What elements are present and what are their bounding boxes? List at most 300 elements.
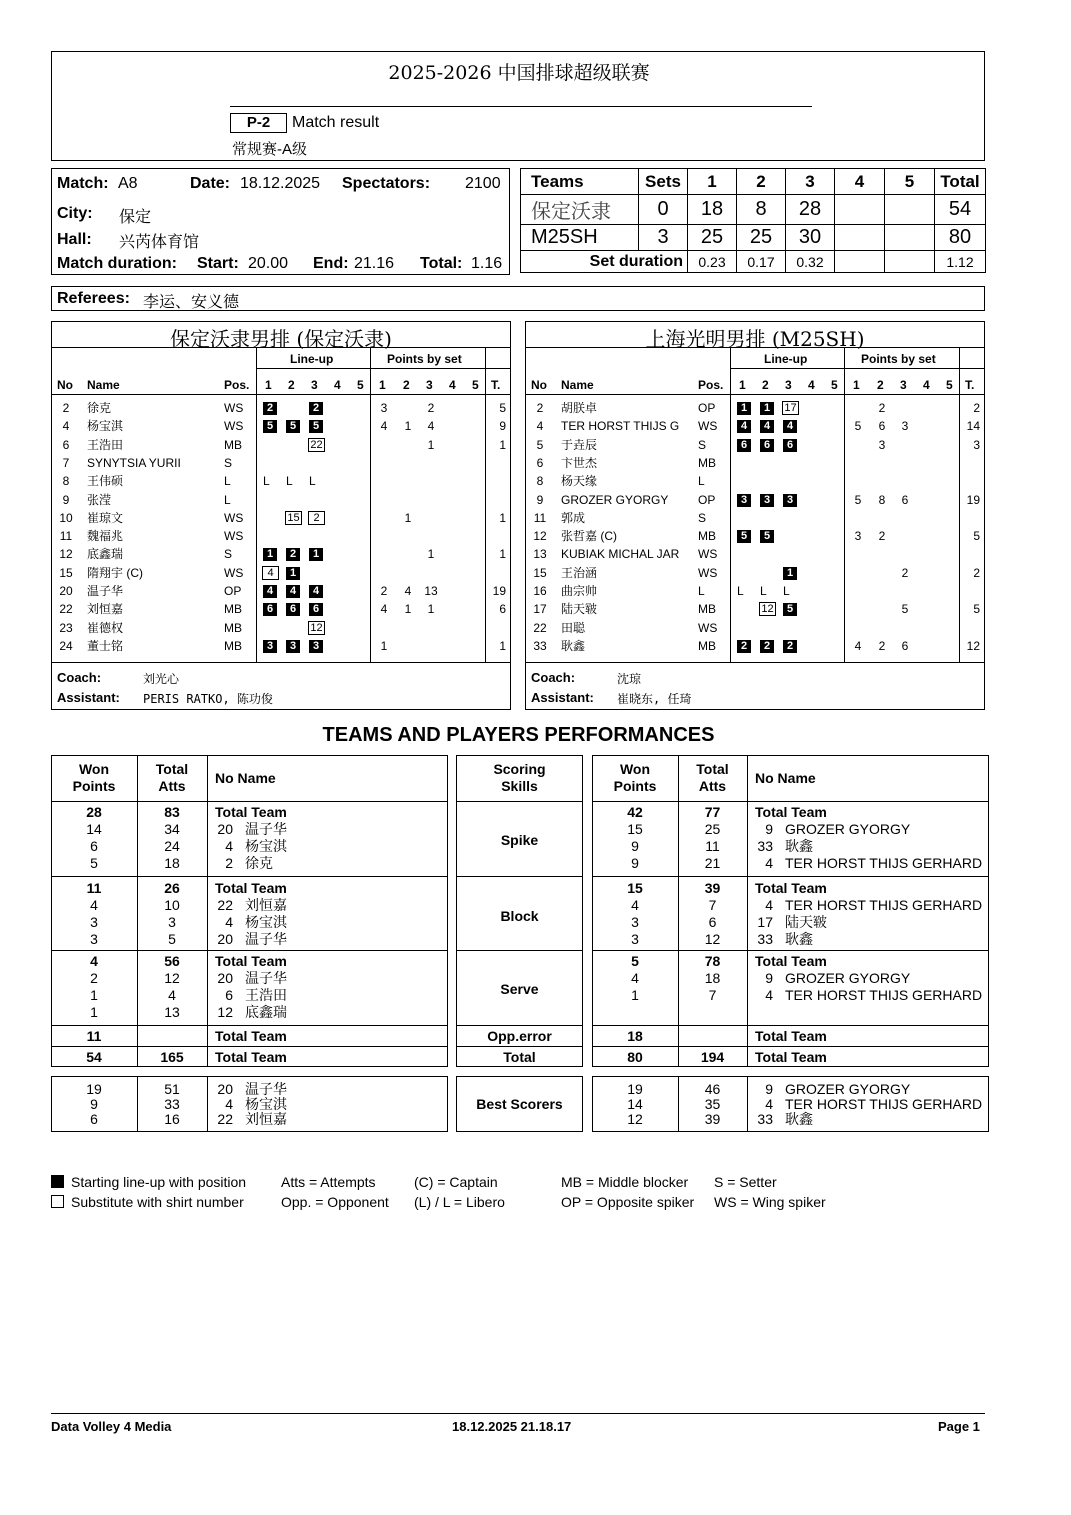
- city-label: City:: [57, 205, 93, 222]
- player-row: [52, 545, 510, 563]
- libero-marker: L: [286, 474, 293, 489]
- player-number: 22: [217, 897, 233, 913]
- starting-position: 3: [760, 494, 774, 507]
- coach-name: 沈琼: [617, 672, 642, 686]
- libero-marker: L: [737, 584, 744, 598]
- total-attempts: 10: [164, 897, 180, 913]
- player-number: 20: [217, 1081, 233, 1097]
- end-label: End:: [313, 255, 349, 272]
- roster-title-divider: [526, 347, 984, 348]
- player-name: TER HORST THIJS GERHARD: [785, 987, 983, 1003]
- player-row: [526, 472, 984, 490]
- total-atts-header: Total Atts: [696, 761, 729, 794]
- set-duration-1: 0.23: [688, 251, 737, 273]
- skill-best-scorers: Best Scorers: [476, 1096, 563, 1112]
- player-row: [526, 600, 984, 618]
- roster-head-divider: [52, 394, 510, 395]
- player-number: 20: [217, 931, 233, 947]
- player-number: 9: [765, 821, 773, 837]
- opp-error-team-label: Total Team: [215, 1028, 287, 1044]
- lineup-set-header: 4: [334, 378, 341, 392]
- duration-label: Match duration:: [57, 255, 177, 272]
- points-header: Points by set: [387, 352, 462, 366]
- player-number: 4: [225, 1096, 233, 1112]
- player-name: 徐克: [87, 401, 112, 415]
- end-value: 21.16: [354, 255, 395, 272]
- player-total: 9: [499, 419, 506, 434]
- player-number: 9: [765, 970, 773, 986]
- player-number: 13: [533, 547, 547, 562]
- total-attempts: 78: [704, 953, 721, 969]
- starting-position: 2: [737, 640, 751, 653]
- name-header: Name: [561, 378, 594, 392]
- starting-position: 4: [783, 420, 797, 433]
- player-row: [526, 527, 984, 545]
- player-name: 张哲嘉 (C): [561, 529, 617, 544]
- player-name: 温子华: [245, 931, 287, 947]
- stage-label: 常规赛-A级: [232, 141, 308, 158]
- coach-label: Coach:: [531, 670, 576, 685]
- total-attempts: 12: [164, 970, 180, 986]
- starting-position: 6: [309, 603, 323, 616]
- player-position: MB: [224, 602, 242, 617]
- points-set-header: 2: [403, 378, 410, 392]
- score-sets: 3: [639, 225, 688, 251]
- starting-position: 2: [263, 402, 277, 415]
- score-team-name: 保定沃隶: [521, 195, 639, 225]
- player-row: [52, 417, 510, 435]
- starting-position: 2: [286, 548, 300, 561]
- set-points: 1: [380, 638, 388, 653]
- roster-body-divider: [52, 662, 510, 663]
- player-number: 4: [765, 855, 773, 871]
- referees-value: 李运、安义德: [143, 294, 240, 311]
- set-points: 5: [901, 602, 909, 617]
- player-position: S: [224, 547, 233, 562]
- player-position: WS: [224, 565, 244, 580]
- header-box: [51, 51, 985, 161]
- player-name: 崔德权: [87, 620, 124, 635]
- total-attempts: 39: [704, 880, 721, 896]
- player-row: [526, 417, 984, 435]
- total-header: T.: [965, 378, 975, 392]
- points-set-header: 2: [877, 378, 884, 392]
- won-points: 1: [90, 987, 98, 1003]
- total-attempts: 56: [164, 953, 180, 969]
- legend-op: OP = Opposite spiker: [561, 1194, 695, 1210]
- starting-position: 1: [263, 548, 277, 561]
- starting-position: 3: [263, 640, 277, 653]
- player-position: WS: [224, 529, 244, 544]
- player-total: 3: [973, 437, 980, 452]
- player-position: MB: [224, 437, 242, 452]
- set-points: 4: [380, 602, 388, 617]
- total-attempts: 7: [708, 897, 717, 913]
- player-name: 刘恒嘉: [245, 897, 287, 913]
- substitute-number: 2: [308, 511, 325, 525]
- starting-position: 2: [309, 402, 323, 415]
- player-name: 于垚辰: [561, 437, 598, 452]
- legend-s: S = Setter: [714, 1174, 777, 1190]
- starting-position: 1: [760, 402, 774, 415]
- score-set5: [885, 195, 935, 225]
- score-set1: 25: [688, 225, 737, 251]
- player-position: OP: [698, 401, 716, 415]
- player-row: [52, 527, 510, 545]
- set-points: 2: [901, 565, 909, 580]
- lineup-set-header: 5: [831, 378, 838, 392]
- player-name: GROZER GYORGY: [785, 1081, 911, 1097]
- points-set-header: 4: [449, 378, 456, 392]
- player-number: 11: [59, 529, 73, 544]
- legend-ws: WS = Wing spiker: [714, 1194, 826, 1210]
- won-points: 14: [86, 821, 102, 837]
- player-name: 温子华: [245, 1081, 287, 1097]
- starting-position: 1: [783, 567, 797, 580]
- total-total-attempts: 165: [160, 1049, 184, 1065]
- set-duration-total: 1.12: [935, 251, 986, 273]
- starting-position: 3: [309, 640, 323, 653]
- legend-opp: Opp. = Opponent: [281, 1194, 389, 1210]
- set-points: 2: [878, 529, 886, 544]
- won-points: 9: [631, 838, 639, 854]
- player-row: [52, 564, 510, 582]
- starting-position: 4: [309, 585, 323, 598]
- player-row: [526, 582, 984, 600]
- starting-position: 5: [309, 420, 323, 433]
- player-total: 6: [499, 602, 506, 617]
- starting-position: 6: [263, 603, 277, 616]
- player-number: 7: [62, 455, 70, 470]
- set-duration-5: [885, 251, 935, 273]
- player-name: 刘恒嘉: [87, 602, 124, 617]
- substitute-square-icon: [51, 1195, 64, 1208]
- set-points: 3: [854, 529, 862, 544]
- starting-position: 6: [737, 439, 751, 452]
- assistant-names: PERIS RATKO, 陈功俊: [143, 692, 273, 706]
- player-name: GROZER GYORGY: [561, 492, 669, 507]
- set-points: 2: [878, 638, 886, 653]
- legend-captain: (C) = Captain: [414, 1174, 498, 1190]
- won-points: 9: [631, 855, 639, 871]
- player-number: 4: [536, 419, 544, 434]
- player-number: 2: [62, 401, 70, 415]
- roster-subhead-divider: [256, 368, 510, 369]
- roster-head-divider: [526, 394, 984, 395]
- set-points: 5: [854, 419, 862, 434]
- player-name: TER HORST THIJS GERHARD: [785, 1096, 983, 1112]
- player-row: [52, 582, 510, 600]
- referees-box: [51, 286, 985, 311]
- player-name: TER HORST THIJS GERHARD: [785, 855, 983, 871]
- total-attempts: 6: [708, 914, 717, 930]
- total-label: Total:: [420, 255, 463, 272]
- score-header-teams: Teams: [521, 169, 639, 195]
- player-total: 5: [973, 602, 980, 617]
- set-points: 4: [427, 419, 435, 434]
- score-header-sets: Sets: [639, 169, 688, 195]
- assistant-label: Assistant:: [531, 690, 594, 705]
- points-set-header: 5: [472, 378, 479, 392]
- substitute-number: 12: [759, 602, 776, 616]
- player-number: 9: [765, 1081, 773, 1097]
- libero-marker: L: [783, 584, 790, 598]
- hall-label: Hall:: [57, 231, 92, 248]
- points-header: Points by set: [861, 352, 936, 366]
- footer-timestamp: 18.12.2025 21.18.17: [452, 1419, 572, 1434]
- libero-marker: L: [263, 474, 270, 489]
- score-header-set4: 4: [835, 169, 885, 195]
- player-name: 温子华: [87, 584, 124, 598]
- player-position: WS: [698, 565, 718, 580]
- set-points: 2: [427, 401, 435, 415]
- legend-starting: Starting line-up with position: [71, 1174, 247, 1190]
- player-number: 20: [217, 821, 233, 837]
- roster-title-divider: [52, 347, 510, 348]
- total-team-label: Total Team: [755, 880, 827, 896]
- opp-error-won-points: 18: [627, 1028, 643, 1044]
- score-sets: 0: [639, 195, 688, 225]
- player-total: 5: [973, 529, 980, 544]
- won-points: 4: [631, 970, 639, 986]
- lineup-set-header: 4: [808, 378, 815, 392]
- score-table: [520, 168, 986, 273]
- player-position: S: [224, 455, 233, 470]
- points-set-header: 4: [923, 378, 930, 392]
- total-attempts: 18: [164, 855, 180, 871]
- player-name: 耿鑫: [561, 638, 586, 653]
- player-number: 20: [59, 584, 73, 598]
- total-attempts: 3: [168, 914, 176, 930]
- row-divider: [51, 1046, 448, 1047]
- no-name-header: No Name: [215, 770, 276, 786]
- player-total: 14: [966, 419, 980, 434]
- player-number: 6: [62, 437, 70, 452]
- player-name: 隋翔宇 (C): [87, 565, 143, 580]
- total-attempts: 5: [168, 931, 176, 947]
- assistant-label: Assistant:: [57, 690, 120, 705]
- player-name: 杨宝淇: [245, 1096, 287, 1112]
- total-team-label: Total Team: [215, 953, 287, 969]
- won-points: 3: [90, 931, 98, 947]
- lineup-set-header: 2: [288, 378, 295, 392]
- points-set-header: 3: [426, 378, 433, 392]
- player-name: 杨天缘: [561, 474, 598, 489]
- name-header: Name: [87, 378, 120, 392]
- score-header-set3: 3: [786, 169, 835, 195]
- total-attempts: 77: [704, 804, 721, 820]
- row-divider: [456, 950, 583, 951]
- lineup-set-header: 2: [762, 378, 769, 392]
- starting-position: 5: [263, 420, 277, 433]
- row-divider: [51, 950, 448, 951]
- player-number: 33: [757, 931, 773, 947]
- row-divider: [456, 876, 583, 877]
- player-total: 19: [966, 492, 980, 507]
- total-attempts: 24: [164, 838, 180, 854]
- player-number: 6: [536, 455, 544, 470]
- set-points: 3: [901, 419, 909, 434]
- player-row: [52, 491, 510, 509]
- starting-position: 4: [760, 420, 774, 433]
- player-name: 胡朕卓: [561, 401, 598, 415]
- score-total: 54: [935, 195, 986, 225]
- starting-position: 6: [286, 603, 300, 616]
- opp-error-team-label: Total Team: [755, 1028, 827, 1044]
- player-name: 田聪: [561, 620, 586, 635]
- lineup-set-header: 3: [785, 378, 792, 392]
- substitute-number: 22: [308, 438, 325, 452]
- no-header: No: [531, 378, 547, 392]
- score-total: 80: [935, 225, 986, 251]
- won-points-header: Won Points: [613, 761, 657, 794]
- player-name: 陆天皲: [561, 602, 598, 617]
- total-attempts: 13: [164, 1004, 180, 1020]
- total-attempts: 35: [704, 1096, 721, 1112]
- player-number: 23: [59, 620, 73, 635]
- player-total: 19: [492, 584, 506, 598]
- set-points: 13: [424, 584, 438, 598]
- total-attempts: 12: [704, 931, 721, 947]
- set-points: 1: [427, 437, 435, 452]
- player-number: 16: [533, 584, 547, 598]
- away-roster: [525, 321, 985, 710]
- libero-marker: L: [760, 584, 767, 598]
- pos-header: Pos.: [698, 378, 724, 392]
- player-number: 10: [59, 510, 73, 525]
- score-row-home: [521, 195, 986, 225]
- won-points: 3: [631, 914, 639, 930]
- city-value: 保定: [119, 209, 152, 226]
- total-attempts: 51: [164, 1081, 180, 1097]
- set-points: 5: [854, 492, 862, 507]
- score-team-name: M25SH: [521, 225, 639, 251]
- player-position: WS: [698, 547, 718, 562]
- lineup-set-header: 3: [311, 378, 318, 392]
- row-divider: [592, 1046, 989, 1047]
- start-label: Start:: [197, 255, 239, 272]
- report-subtitle: Match result: [292, 114, 380, 131]
- start-value: 20.00: [248, 255, 289, 272]
- legend-substitute: Substitute with shirt number: [71, 1194, 244, 1210]
- player-number: 33: [757, 838, 773, 854]
- skill-spike: Spike: [500, 832, 539, 848]
- player-name: 刘恒嘉: [245, 1111, 287, 1127]
- set-duration-row: [521, 251, 986, 273]
- starting-position: 5: [760, 530, 774, 543]
- match-info-box: [51, 168, 510, 275]
- player-number: 4: [225, 838, 233, 854]
- match-label: Match:: [57, 175, 109, 192]
- player-name: 杨宝淇: [245, 914, 287, 930]
- row-divider: [592, 950, 989, 951]
- won-points: 5: [631, 953, 639, 969]
- spectators-value: 2100: [465, 175, 501, 192]
- player-name: 魏福兆: [87, 529, 124, 544]
- points-set-header: 1: [853, 378, 860, 392]
- player-row: [526, 619, 984, 637]
- player-number: 12: [217, 1004, 233, 1020]
- player-position: OP: [698, 492, 716, 507]
- lineup-header: Line-up: [764, 352, 808, 366]
- player-total: 12: [966, 638, 980, 653]
- total-team-label: Total Team: [215, 880, 287, 896]
- total-team-label: Total Team: [755, 953, 827, 969]
- player-number: 22: [59, 602, 73, 617]
- player-name: 耿鑫: [785, 838, 813, 854]
- player-row: [52, 454, 510, 472]
- total-attempts: 11: [705, 838, 720, 854]
- player-number: 12: [533, 529, 547, 544]
- lineup-set-header: 1: [265, 378, 272, 392]
- player-position: MB: [224, 620, 242, 635]
- player-number: 17: [533, 602, 547, 617]
- player-name: 王治涵: [561, 565, 598, 580]
- player-position: S: [698, 437, 707, 452]
- player-name: 郭成: [561, 510, 586, 525]
- player-number: 9: [536, 492, 544, 507]
- set-duration-label: Set duration: [521, 251, 688, 273]
- score-set2: 8: [737, 195, 786, 225]
- player-number: 8: [536, 474, 544, 489]
- substitute-number: 12: [308, 621, 325, 635]
- skill-opp-error: Opp.error: [487, 1028, 552, 1044]
- won-points: 4: [90, 953, 98, 969]
- total-attempts: 26: [164, 880, 180, 896]
- won-points: 19: [86, 1081, 102, 1097]
- won-points: 5: [90, 855, 98, 871]
- total-value: 1.16: [471, 255, 503, 272]
- player-name: 王浩田: [245, 987, 287, 1003]
- player-number: 11: [533, 510, 547, 525]
- score-set3: 30: [786, 225, 835, 251]
- score-header-set5: 5: [885, 169, 935, 195]
- starting-position: 2: [760, 640, 774, 653]
- total-attempts: 16: [164, 1111, 180, 1127]
- player-number: 17: [757, 914, 773, 930]
- opp-error-won-points: 11: [86, 1028, 102, 1044]
- won-points: 2: [90, 970, 98, 986]
- player-number: 4: [765, 1096, 773, 1112]
- set-points: 8: [878, 492, 886, 507]
- report-code: P-2: [230, 113, 287, 133]
- set-points: 1: [427, 547, 435, 562]
- starting-position: 1: [309, 548, 323, 561]
- spectators-label: Spectators:: [342, 175, 431, 192]
- player-position: WS: [698, 620, 718, 635]
- substitute-number: 4: [262, 566, 279, 580]
- won-points: 1: [631, 987, 639, 1003]
- player-number: 5: [536, 437, 544, 452]
- player-position: WS: [224, 401, 244, 415]
- row-divider: [456, 801, 583, 802]
- player-total: 1: [499, 437, 506, 452]
- player-position: MB: [698, 638, 716, 653]
- starting-position: 4: [263, 585, 277, 598]
- lineup-header: Line-up: [290, 352, 334, 366]
- total-team-label: Total Team: [215, 804, 287, 820]
- total-attempts: 46: [704, 1081, 721, 1097]
- score-row-away: [521, 225, 986, 251]
- player-total: 1: [499, 638, 506, 653]
- performances-title: TEAMS AND PLAYERS PERFORMANCES: [322, 724, 715, 746]
- player-position: WS: [224, 510, 244, 525]
- pos-header: Pos.: [224, 378, 250, 392]
- player-position: S: [698, 510, 707, 525]
- won-points: 19: [627, 1081, 643, 1097]
- set-points: 4: [380, 419, 388, 434]
- assistant-names: 崔晓东, 任琦: [617, 692, 692, 706]
